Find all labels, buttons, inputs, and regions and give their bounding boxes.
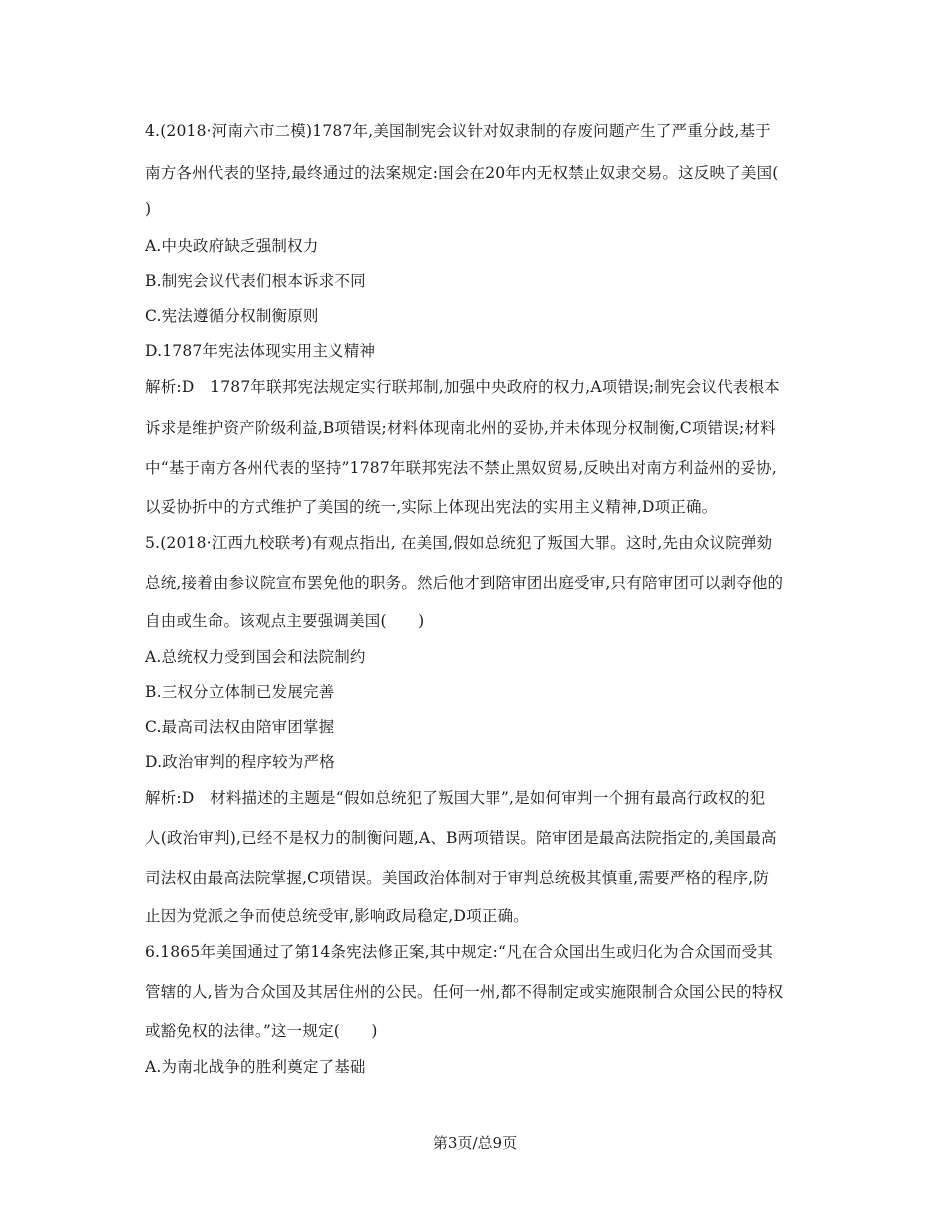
q6-stem-line-3: 或豁免权的法律。”这一规定( ) <box>145 1022 378 1040</box>
q5-option-c: C.最高司法权由陪审团掌握 <box>145 718 335 736</box>
q5-stem-line-2: 总统,接着由参议院宣布罢免他的职务。然后他才到陪审团出庭受审,只有陪审团可以剥夺他的 <box>145 574 784 592</box>
q5-analysis-line-3: 司法权由最高法院掌握,C项错误。美国政治体制对于审判总统极其慎重,需要严格的程序,防 <box>145 869 770 887</box>
q4-option-a: A.中央政府缺乏强制权力 <box>145 237 319 255</box>
q5-option-a: A.总统权力受到国会和法院制约 <box>145 648 366 666</box>
q4-analysis-line-1: 解析:D 1787年联邦宪法规定实行联邦制,加强中央政府的权力,A项错误;制宪会议代表根本 <box>145 378 780 396</box>
q4-analysis-line-4: 以妥协折中的方式维护了美国的统一,实际上体现出宪法的实用主义精神,D项正确。 <box>145 498 718 516</box>
q6-stem-line-1: 6.1865年美国通过了第14条宪法修正案,其中规定:“凡在合众国出生或归化为合众国而受其 <box>145 943 774 961</box>
q5-stem-line-3: 自由或生命。该观点主要强调美国( ) <box>145 612 425 630</box>
q5-analysis-line-2: 人(政治审判),已经不是权力的制衡问题,A、B两项错误。陪审团是最高法院指定的,美国最高 <box>145 829 777 847</box>
q4-option-b: B.制宪会议代表们根本诉求不同 <box>145 272 366 290</box>
q5-option-b: B.三权分立体制已发展完善 <box>145 683 335 701</box>
q4-option-d: D.1787年宪法体现实用主义精神 <box>145 342 376 360</box>
q5-option-d: D.政治审判的程序较为严格 <box>145 753 335 771</box>
q4-analysis-line-3: 中“基于南方各州代表的坚持”1787年联邦宪法不禁止黑奴贸易,反映出对南方利益州的妥协, <box>145 459 777 477</box>
q4-analysis-line-2: 诉求是维护资产阶级利益,B项错误;材料体现南北州的妥协,并未体现分权制衡,C项错误;材料 <box>145 419 776 437</box>
q4-stem-line-1: 4.(2018·河南六市二模)1787年,美国制宪会议针对奴隶制的存废问题产生了严重分歧,基于 <box>145 122 771 140</box>
q4-option-c: C.宪法遵循分权制衡原则 <box>145 307 319 325</box>
q6-stem-line-2: 管辖的人,皆为合众国及其居住州的公民。任何一州,都不得制定或实施限制合众国公民的特权 <box>145 983 784 1001</box>
q5-analysis-line-4: 止因为党派之争而使总统受审,影响政局稳定,D项正确。 <box>145 907 529 925</box>
q6-option-a: A.为南北战争的胜利奠定了基础 <box>145 1058 366 1076</box>
q4-stem-line-3: ) <box>145 200 152 218</box>
q4-stem-line-2: 南方各州代表的坚持,最终通过的法案规定:国会在20年内无权禁止奴隶交易。这反映了美国( <box>145 164 779 182</box>
q5-stem-line-1: 5.(2018·江西九校联考)有观点指出, 在美国,假如总统犯了叛国大罪。这时,先由众议院弹劾 <box>145 534 773 552</box>
q5-analysis-line-1: 解析:D 材料描述的主题是“假如总统犯了叛国大罪”,是如何审判一个拥有最高行政权的犯 <box>145 789 766 807</box>
page-footer-label: 第3页/总9页 <box>432 1134 518 1152</box>
